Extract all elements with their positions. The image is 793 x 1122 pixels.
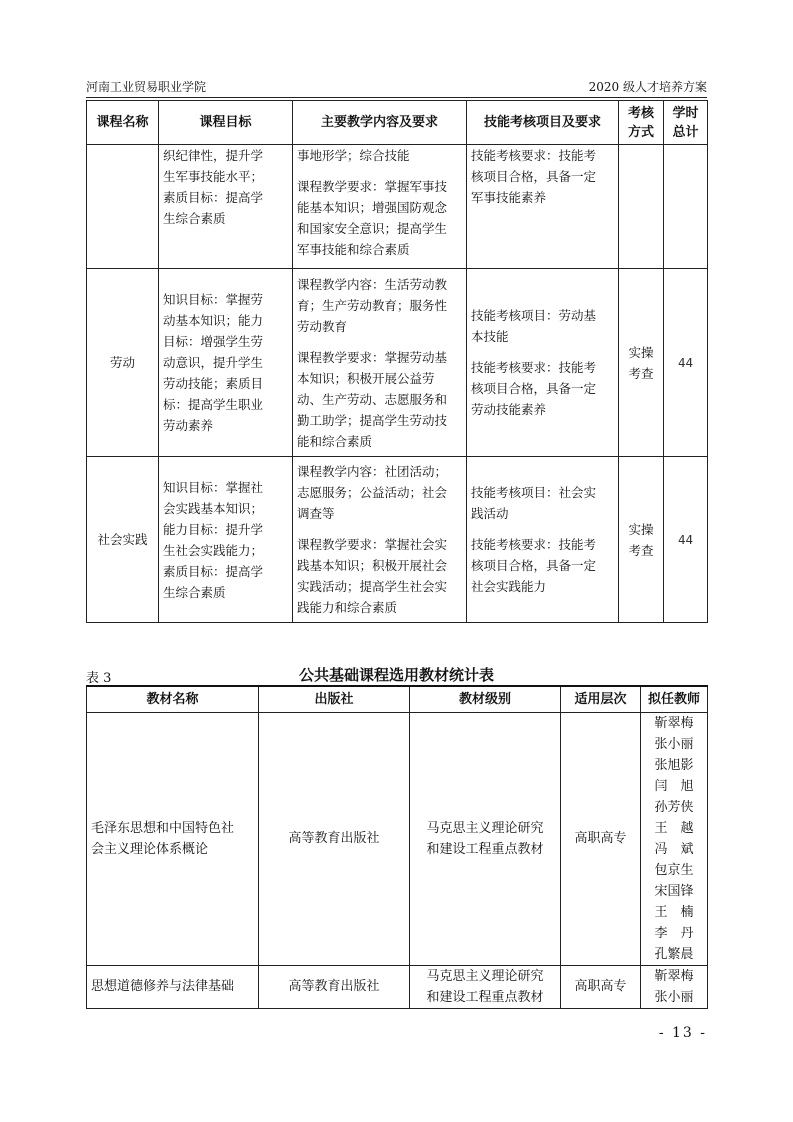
text-line: 动基本知识；能力 — [163, 313, 264, 328]
text-line: 技能考核要求：技能考 — [471, 148, 597, 163]
text-line: 会主义理论体系概论 — [91, 841, 209, 857]
publisher: 高等教育出版社 — [259, 712, 410, 965]
text-line: 生综合素质 — [163, 211, 226, 226]
text-line: 王 楠 — [654, 904, 694, 920]
text-line: 素质目标：提高学 — [163, 563, 264, 579]
course-table-header — [87, 101, 708, 145]
text-line: 能力目标：提升学 — [163, 521, 264, 537]
text-line: 社会实践能力 — [471, 579, 547, 594]
text-line: 目标：增强学生劳 — [163, 334, 264, 349]
col-course-name: 课程名称 — [87, 101, 159, 145]
total-hours: 44 — [664, 269, 708, 457]
textbook-table — [86, 685, 708, 1009]
skill-requirement — [467, 269, 619, 457]
col-textbook-level: 教材级别 — [410, 686, 561, 712]
course-goal — [159, 145, 293, 269]
course-content — [293, 269, 467, 457]
text-line: 毛泽东思想和中国特色社 — [91, 820, 235, 836]
text-line: 张旭影 — [654, 757, 694, 773]
text-line: 能基本知识；增强国防观念 — [297, 200, 448, 215]
text-line: 生社会实践能力； — [163, 542, 264, 558]
text-line: 生军事技能水平； — [163, 169, 264, 184]
exam-method: 实操 考查 — [619, 457, 664, 623]
course-name: 社会实践 — [87, 457, 159, 623]
text-line: 课程教学要求：掌握劳动基 — [297, 349, 448, 365]
table-number: 表 3 — [86, 671, 112, 686]
col-exam: 考核 方式 — [619, 101, 664, 145]
text-line: 事地形学；综合技能 — [297, 148, 410, 163]
textbook-level — [410, 965, 561, 1008]
text-line: 宋国锋 — [654, 883, 694, 899]
text-line: 劳动技能；素质目 — [163, 376, 264, 391]
text-line: 孔繁晨 — [654, 946, 694, 962]
text-line: 劳动技能素养 — [471, 402, 547, 417]
textbook-name — [87, 712, 259, 965]
course-content — [293, 145, 467, 269]
col-course-goal: 课程目标 — [159, 101, 293, 145]
scope: 高职高专 — [561, 712, 641, 965]
text-line: 课程教学内容：生活劳动教 — [297, 276, 448, 292]
text-line: 知识目标：掌握社 — [163, 479, 264, 495]
textbook-table-header — [87, 686, 708, 712]
text-line: 冯 斌 — [654, 841, 694, 857]
col-teachers: 拟任教师 — [641, 686, 708, 712]
text-line: 包京生 — [654, 862, 694, 878]
total-hours: 44 — [664, 457, 708, 623]
text-line: 和建设工程重点教材 — [426, 841, 544, 857]
textbook-level — [410, 712, 561, 965]
text-line: 技能考核项目：劳动基 — [471, 308, 597, 323]
text-line: 和国家安全意识；提高学生 — [297, 221, 448, 236]
text-line: 核项目合格，具备一定 — [471, 381, 597, 396]
course-table — [86, 100, 708, 623]
text-line: 本知识；积极开展公益劳 — [297, 370, 435, 386]
text-line: 课程教学要求：掌握社会实 — [297, 537, 448, 552]
text-line: 马克思主义理论研究 — [426, 968, 544, 984]
text-line: 践活动 — [471, 506, 509, 521]
table-row — [87, 457, 708, 623]
table-row — [87, 269, 708, 457]
col-content: 主要教学内容及要求 — [293, 101, 467, 145]
teachers — [641, 712, 708, 965]
text-line: 李 丹 — [654, 925, 694, 941]
col-scope: 适用层次 — [561, 686, 641, 712]
text-line: 王 越 — [654, 820, 694, 836]
text-line: 能和综合素质 — [297, 433, 373, 449]
text-line: 标：提高学生职业 — [163, 397, 264, 412]
skill-requirement — [467, 457, 619, 623]
text-line: 张小丽 — [654, 989, 694, 1005]
teachers — [641, 965, 708, 1008]
course-goal — [159, 457, 293, 623]
table-title: 公共基础课程选用教材统计表 — [298, 666, 494, 684]
text-line: 知识目标：掌握劳 — [163, 292, 264, 307]
exam-method: 实操 考查 — [619, 269, 664, 457]
skill-requirement — [467, 145, 619, 269]
course-name — [87, 145, 159, 269]
text-line: 马克思主义理论研究 — [426, 820, 544, 836]
publisher: 高等教育出版社 — [259, 965, 410, 1008]
course-content — [293, 457, 467, 623]
page-header — [86, 76, 707, 98]
total-hours — [664, 145, 708, 269]
text-line: 靳翠梅 — [654, 968, 694, 984]
col-hours: 学时 总计 — [664, 101, 708, 145]
text-line: 素质目标：提高学 — [163, 190, 264, 205]
header-doc-title: 2020 级人才培养方案 — [588, 80, 707, 94]
header-institution: 河南工业贸易职业学院 — [86, 80, 207, 94]
text-line: 践基本知识；积极开展社会 — [297, 558, 448, 573]
text-line: 核项目合格，具备一定 — [471, 558, 597, 573]
text-line: 闫 旭 — [654, 778, 694, 794]
text-line: 织纪律性，提升学 — [163, 148, 264, 163]
table-row — [87, 712, 708, 965]
course-goal — [159, 269, 293, 457]
text-line: 育；生产劳动教育；服务性 — [297, 297, 448, 313]
text-line: 技能考核项目：社会实 — [471, 485, 597, 500]
text-line: 技能考核要求：技能考 — [471, 537, 597, 552]
text-line: 课程教学内容：社团活动； — [297, 464, 448, 479]
text-line: 勤工助学；提高学生劳动技 — [297, 412, 448, 428]
text-line: 课程教学要求：掌握军事技 — [297, 179, 448, 194]
textbook-name — [87, 965, 259, 1008]
text-line: 靳翠梅 — [654, 715, 694, 731]
text-line: 本技能 — [471, 329, 509, 344]
text-line: 会实践基本知识； — [163, 500, 264, 516]
page-number: - 13 - — [658, 1025, 707, 1041]
text-line: 动、生产劳动、志愿服务和 — [297, 391, 448, 407]
text-line: 劳动教育 — [297, 318, 348, 334]
text-line: 技能考核要求：技能考 — [471, 360, 597, 375]
text-line: 生综合素质 — [163, 584, 226, 600]
table-row — [87, 965, 708, 1008]
text-line: 实践活动；提高学生社会实 — [297, 579, 448, 594]
text-line: 调查等 — [297, 506, 335, 521]
text-line: 孙芳侠 — [654, 799, 694, 815]
text-line: 思想道德修养与法律基础 — [91, 979, 235, 994]
col-skill: 技能考核项目及要求 — [467, 101, 619, 145]
text-line: 践能力和综合素质 — [297, 600, 398, 615]
scope: 高职高专 — [561, 965, 641, 1008]
text-line: 劳动素养 — [163, 418, 214, 433]
course-name: 劳动 — [87, 269, 159, 457]
text-line: 军事技能素养 — [471, 190, 547, 205]
text-line: 核项目合格，具备一定 — [471, 169, 597, 184]
col-textbook-name: 教材名称 — [87, 686, 259, 712]
text-line: 动意识，提升学生 — [163, 355, 264, 370]
exam-method — [619, 145, 664, 269]
text-line: 张小丽 — [654, 736, 694, 752]
text-line: 和建设工程重点教材 — [426, 989, 544, 1005]
table-row — [87, 145, 708, 269]
col-publisher: 出版社 — [259, 686, 410, 712]
text-line: 志愿服务；公益活动；社会 — [297, 485, 448, 500]
text-line: 军事技能和综合素质 — [297, 242, 410, 257]
